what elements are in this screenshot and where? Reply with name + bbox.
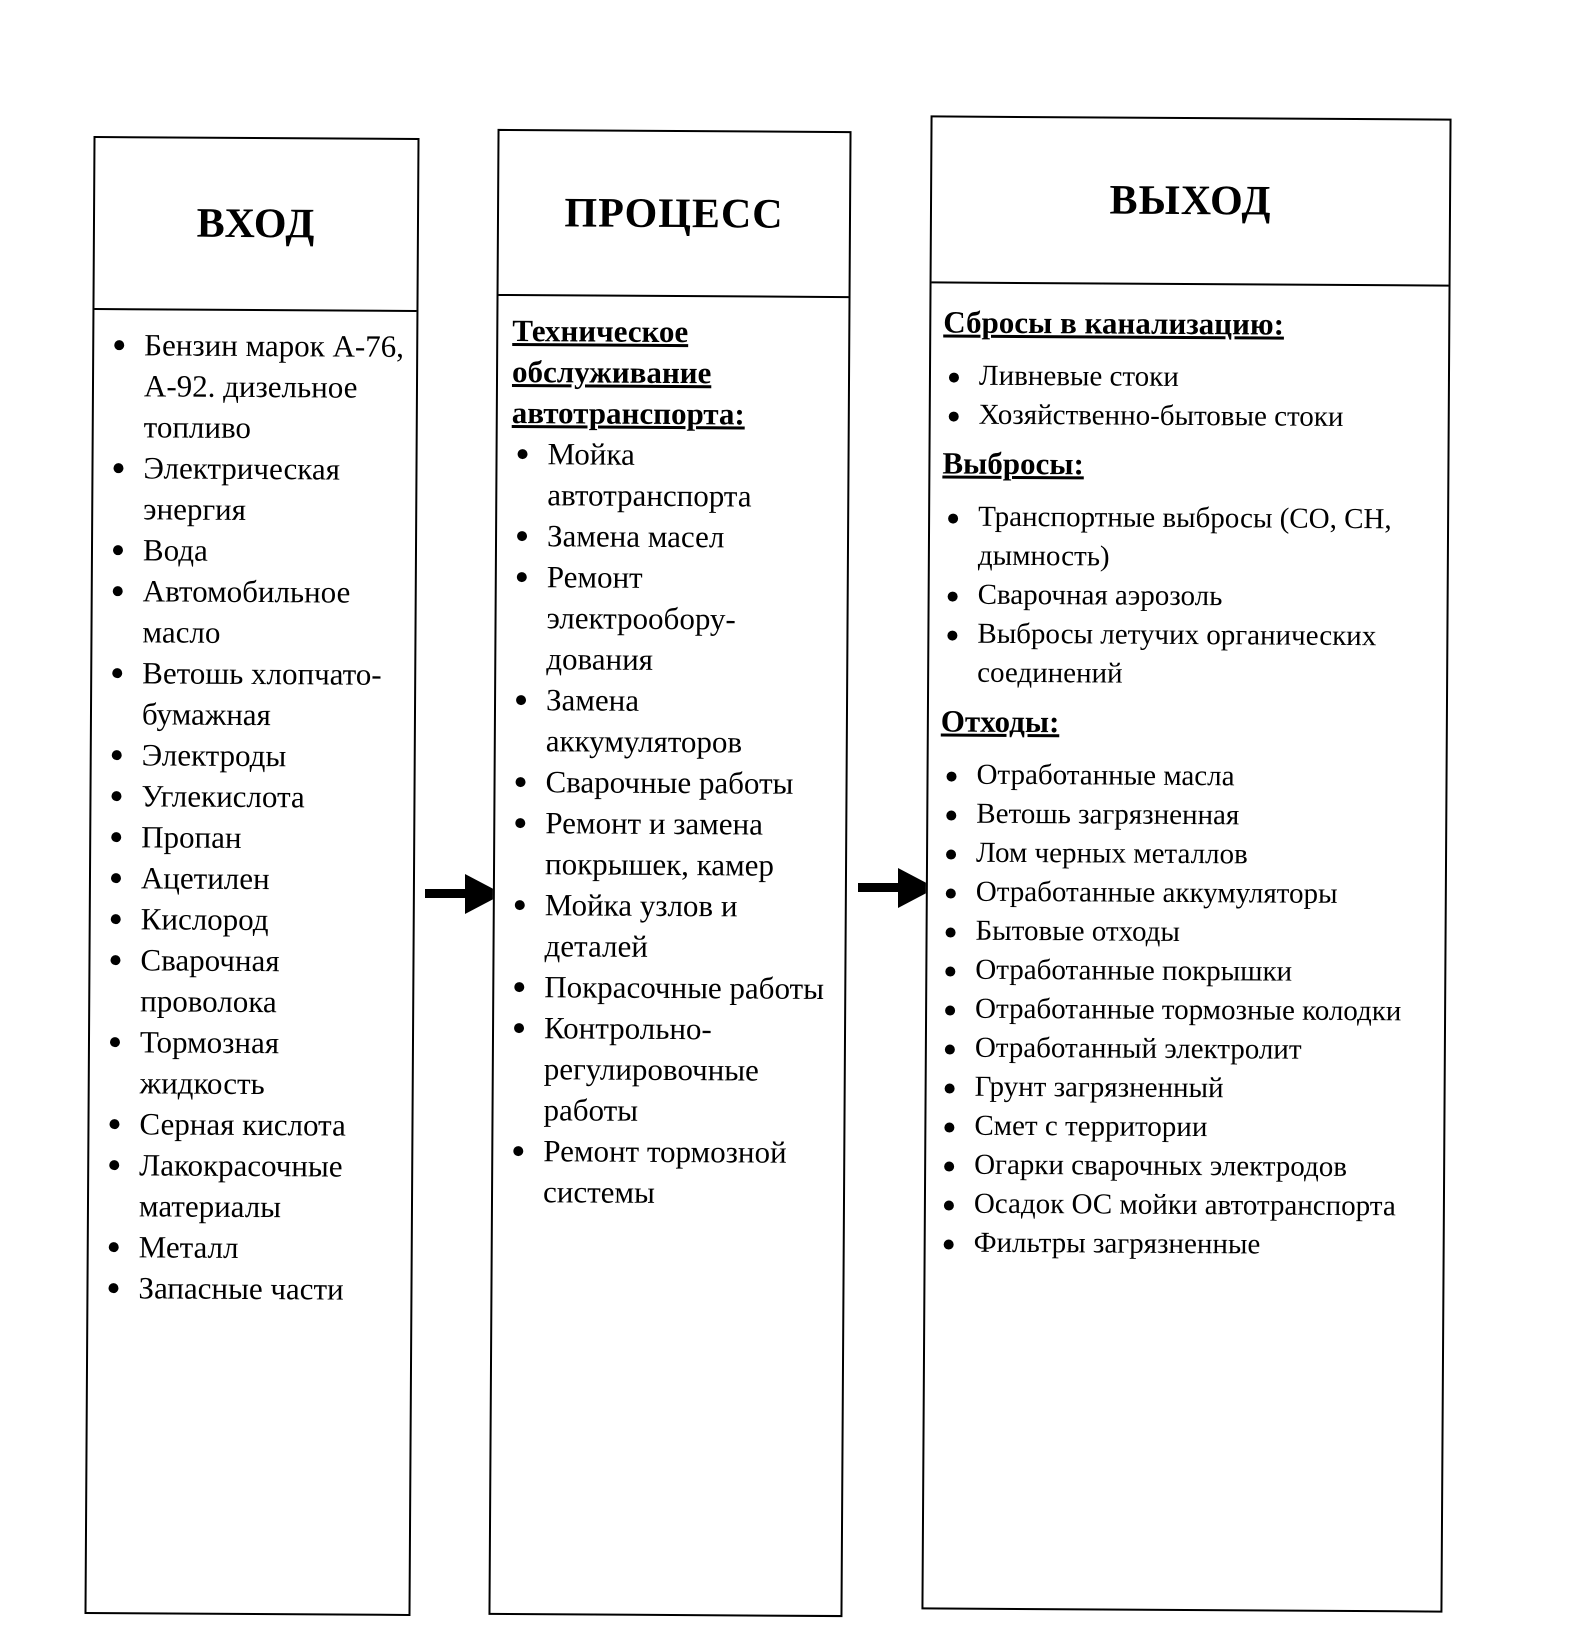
bullet-icon bbox=[110, 955, 120, 965]
bullet-icon bbox=[945, 967, 955, 977]
list-item bbox=[105, 775, 403, 818]
list-item bbox=[106, 570, 404, 654]
list-item-text: Огарки сварочных электродов bbox=[974, 1148, 1348, 1183]
list-item bbox=[939, 950, 1434, 992]
list-item-text: Бензин марок А-76, А-92. дизельное топливо bbox=[143, 327, 405, 445]
bullet-icon bbox=[112, 668, 122, 678]
list-item-text: Ацетилен bbox=[140, 860, 270, 897]
bullet-icon bbox=[944, 1201, 954, 1211]
bullet-icon bbox=[111, 914, 121, 924]
list-item-text: Отработанные покрышки bbox=[975, 953, 1293, 988]
output-list bbox=[943, 357, 1438, 438]
list-item-text: Смет с территории bbox=[974, 1109, 1208, 1144]
bullet-icon bbox=[946, 772, 956, 782]
output-list bbox=[938, 755, 1436, 1265]
list-item-text: Электроды bbox=[141, 737, 287, 774]
bullet-icon bbox=[516, 695, 526, 705]
bullet-icon bbox=[109, 1242, 119, 1252]
list-item bbox=[511, 515, 837, 558]
list-item-text: Ремонт электрообору-дования bbox=[546, 559, 736, 677]
list-item bbox=[509, 802, 835, 886]
list-item-text: Хозяйственно-бытовые стоки bbox=[978, 398, 1344, 433]
bullet-icon bbox=[946, 928, 956, 938]
list-item bbox=[105, 816, 403, 859]
list-item-text: Ветошь хлопчато-бумажная bbox=[141, 655, 382, 733]
list-item bbox=[939, 989, 1434, 1031]
list-item-text: Замена аккумуляторов bbox=[545, 682, 743, 760]
output-section-title: Сбросы в канализацию: bbox=[943, 304, 1285, 342]
list-item bbox=[942, 575, 1437, 617]
bullet-icon bbox=[518, 449, 528, 459]
process-column bbox=[488, 129, 851, 1617]
process-section-title: Техническое обслуживание автотранспорта: bbox=[511, 313, 745, 432]
list-item bbox=[939, 1028, 1434, 1070]
bullet-icon bbox=[944, 1123, 954, 1133]
list-item bbox=[938, 1106, 1433, 1148]
list-item bbox=[105, 857, 403, 900]
list-item-text: Сварочные работы bbox=[545, 764, 794, 801]
bullet-icon bbox=[944, 1240, 954, 1250]
bullet-icon bbox=[113, 545, 123, 555]
bullet-icon bbox=[517, 572, 527, 582]
bullet-icon bbox=[516, 777, 526, 787]
bullet-icon bbox=[944, 1162, 954, 1172]
list-item bbox=[106, 652, 404, 736]
list-item bbox=[507, 1130, 833, 1214]
output-header: ВЫХОД bbox=[932, 117, 1450, 286]
bullet-icon bbox=[108, 1283, 118, 1293]
process-body bbox=[493, 296, 849, 1214]
process-list bbox=[507, 433, 838, 1214]
list-item-text: Фильтры загрязненные bbox=[973, 1226, 1261, 1261]
list-item bbox=[102, 1267, 400, 1310]
bullet-icon bbox=[111, 791, 121, 801]
list-item-text: Покрасочные работы bbox=[544, 969, 825, 1006]
list-item-text: Вода bbox=[142, 532, 208, 568]
list-item-text: Замена масел bbox=[546, 518, 725, 555]
list-item bbox=[938, 1223, 1433, 1265]
list-item-text: Ремонт тормозной системы bbox=[542, 1133, 787, 1210]
bullet-icon bbox=[113, 463, 123, 473]
list-item-text: Электрическая энергия bbox=[143, 450, 341, 527]
list-item bbox=[107, 447, 405, 531]
list-item bbox=[103, 1144, 401, 1228]
list-item-text: Углекислота bbox=[141, 778, 305, 815]
list-item bbox=[942, 498, 1437, 579]
list-item bbox=[940, 833, 1435, 875]
bullet-icon bbox=[945, 1045, 955, 1055]
bullet-icon bbox=[945, 1006, 955, 1016]
list-item-text: Пропан bbox=[141, 819, 242, 855]
list-item-text: Грунт загрязненный bbox=[974, 1070, 1224, 1105]
bullet-icon bbox=[515, 900, 525, 910]
list-item-text: Тормозная жидкость bbox=[139, 1024, 280, 1102]
bullet-icon bbox=[946, 811, 956, 821]
list-item bbox=[940, 794, 1435, 836]
output-list bbox=[941, 498, 1437, 696]
list-item bbox=[943, 357, 1438, 399]
list-item-text: Отработанные тормозные колодки bbox=[975, 992, 1402, 1028]
list-item-text: Ливневые стоки bbox=[978, 359, 1179, 393]
list-item bbox=[941, 614, 1436, 695]
list-item bbox=[107, 529, 405, 572]
list-item-text: Серная кислота bbox=[139, 1106, 346, 1143]
bullet-icon bbox=[514, 982, 524, 992]
bullet-icon bbox=[109, 1119, 119, 1129]
bullet-icon bbox=[946, 889, 956, 899]
list-item-text: Металл bbox=[138, 1229, 239, 1265]
list-item-text: Выбросы летучих органических соединений bbox=[977, 617, 1377, 690]
list-item bbox=[940, 755, 1435, 797]
list-item bbox=[108, 324, 407, 449]
list-item-text: Сварочная аэрозоль bbox=[977, 578, 1223, 613]
bullet-icon bbox=[112, 750, 122, 760]
list-item bbox=[511, 433, 837, 517]
output-section-title: Отходы: bbox=[940, 703, 1060, 740]
list-item-text: Осадок ОС мойки автотранспорта bbox=[973, 1187, 1396, 1223]
process-header: ПРОЦЕСС bbox=[499, 131, 850, 298]
input-header: ВХОД bbox=[94, 138, 417, 312]
list-item bbox=[509, 761, 835, 804]
bullet-icon bbox=[111, 832, 121, 842]
list-item-text: Ремонт и замена покрышек, камер bbox=[544, 805, 775, 883]
list-item bbox=[508, 884, 834, 968]
list-item bbox=[103, 1103, 401, 1146]
list-item-text: Отработанные масла bbox=[976, 758, 1235, 793]
list-item bbox=[943, 396, 1438, 438]
bullet-icon bbox=[948, 514, 958, 524]
list-item bbox=[106, 734, 404, 777]
list-item bbox=[939, 911, 1434, 953]
list-item-text: Отработанные аккумуляторы bbox=[975, 875, 1338, 910]
list-item-text: Сварочная проволока bbox=[140, 942, 280, 1020]
bullet-icon bbox=[517, 531, 527, 541]
bullet-icon bbox=[948, 592, 958, 602]
list-item bbox=[938, 1184, 1433, 1226]
list-item-text: Контрольно-регулировочные работы bbox=[543, 1010, 759, 1128]
output-body bbox=[926, 283, 1449, 1265]
list-item bbox=[104, 1021, 402, 1105]
list-item-text: Мойка узлов и деталей bbox=[544, 887, 738, 964]
list-item-text: Бытовые отходы bbox=[975, 914, 1181, 948]
list-item-text: Автомобильное масло bbox=[142, 573, 351, 650]
bullet-icon bbox=[949, 412, 959, 422]
input-list bbox=[102, 324, 406, 1310]
list-item bbox=[105, 898, 403, 941]
list-item bbox=[103, 1226, 401, 1269]
list-item bbox=[939, 1067, 1434, 1109]
input-column bbox=[84, 136, 419, 1616]
list-item bbox=[508, 966, 834, 1009]
list-item-text: Ветошь загрязненная bbox=[976, 797, 1240, 832]
list-item bbox=[104, 939, 402, 1023]
list-item bbox=[510, 556, 837, 681]
list-item-text: Лакокрасочные материалы bbox=[138, 1147, 343, 1225]
list-item bbox=[938, 1145, 1433, 1187]
list-item-text: Мойка автотранспорта bbox=[547, 436, 752, 514]
list-item-text: Кислород bbox=[140, 901, 269, 938]
output-section-title: Выбросы: bbox=[942, 445, 1084, 482]
list-item bbox=[940, 872, 1435, 914]
output-column bbox=[921, 115, 1451, 1612]
bullet-icon bbox=[514, 1023, 524, 1033]
input-body bbox=[88, 310, 416, 1310]
bullet-icon bbox=[515, 818, 525, 828]
bullet-icon bbox=[111, 873, 121, 883]
list-item bbox=[507, 1007, 834, 1132]
bullet-icon bbox=[110, 1037, 120, 1047]
bullet-icon bbox=[114, 340, 124, 350]
bullet-icon bbox=[946, 850, 956, 860]
list-item-text: Лом черных металлов bbox=[975, 836, 1248, 871]
list-item-text: Отработанный электролит bbox=[974, 1031, 1302, 1066]
bullet-icon bbox=[949, 373, 959, 383]
bullet-icon bbox=[945, 1084, 955, 1094]
bullet-icon bbox=[113, 586, 123, 596]
list-item bbox=[510, 679, 836, 763]
bullet-icon bbox=[109, 1160, 119, 1170]
bullet-icon bbox=[947, 631, 957, 641]
list-item-text: Запасные части bbox=[138, 1270, 344, 1307]
bullet-icon bbox=[513, 1146, 523, 1156]
list-item-text: Транспортные выбросы (CO, CH, дымность) bbox=[977, 500, 1392, 573]
